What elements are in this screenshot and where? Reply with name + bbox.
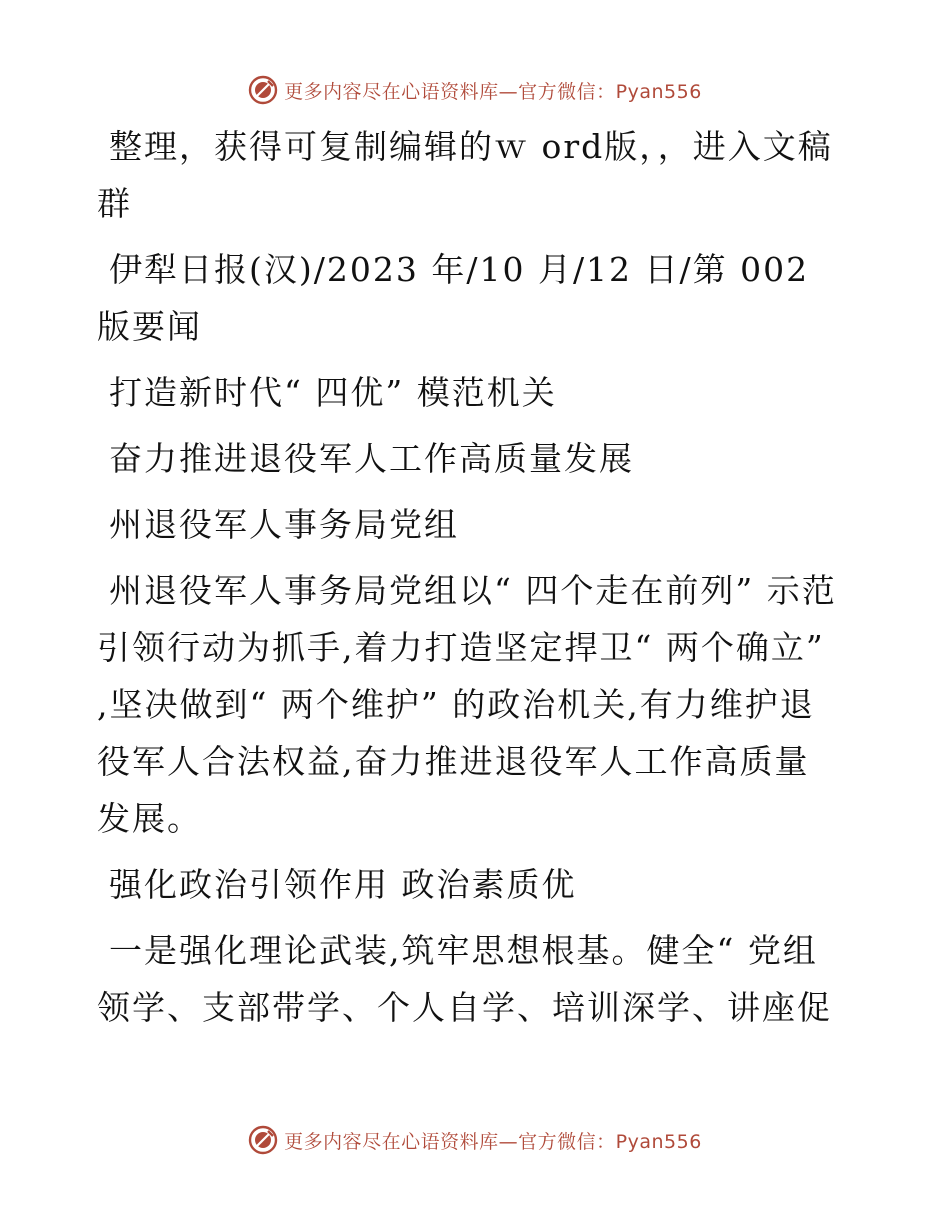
heading-line: 打造新时代“ 四优” 模范机关: [109, 373, 557, 412]
header-watermark-text: 更多内容尽在心语资料库—官方微信：Pyan556: [284, 80, 702, 103]
section-heading: 强化政治引领作用 政治素质优: [109, 865, 577, 904]
paragraph: 整理，获得可复制编辑的ｗ ord版，，进入文稿群: [97, 127, 833, 223]
heading-line: 奋力推进退役军人工作高质量发展: [109, 439, 634, 478]
logo-icon: [248, 1125, 278, 1155]
paragraph: 伊犁日报(汉)/2023 年/10 月/12 日/第 002 版要闻: [97, 250, 810, 346]
document-body: [97, 118, 837, 1045]
header-watermark: [0, 70, 950, 110]
paragraph: 州退役军人事务局党组以“ 四个走在前列” 示范引领行动为抓手,着力打造坚定捍卫“ 两个确立” ,坚决做到“ 两个维护” 的政治机关,有力维护退役军人合法权益,奋力推进退役军人工作高质量发展。: [97, 571, 837, 838]
footer-watermark: [0, 1120, 950, 1160]
footer-watermark-text: 更多内容尽在心语资料库—官方微信：Pyan556: [284, 1130, 702, 1153]
logo-icon: [248, 75, 278, 105]
author-line: 州退役军人事务局党组: [109, 505, 459, 544]
paragraph: 一是强化理论武装,筑牢思想根基。健全“ 党组领学、支部带学、个人自学、培训深学、讲座促: [97, 931, 832, 1027]
